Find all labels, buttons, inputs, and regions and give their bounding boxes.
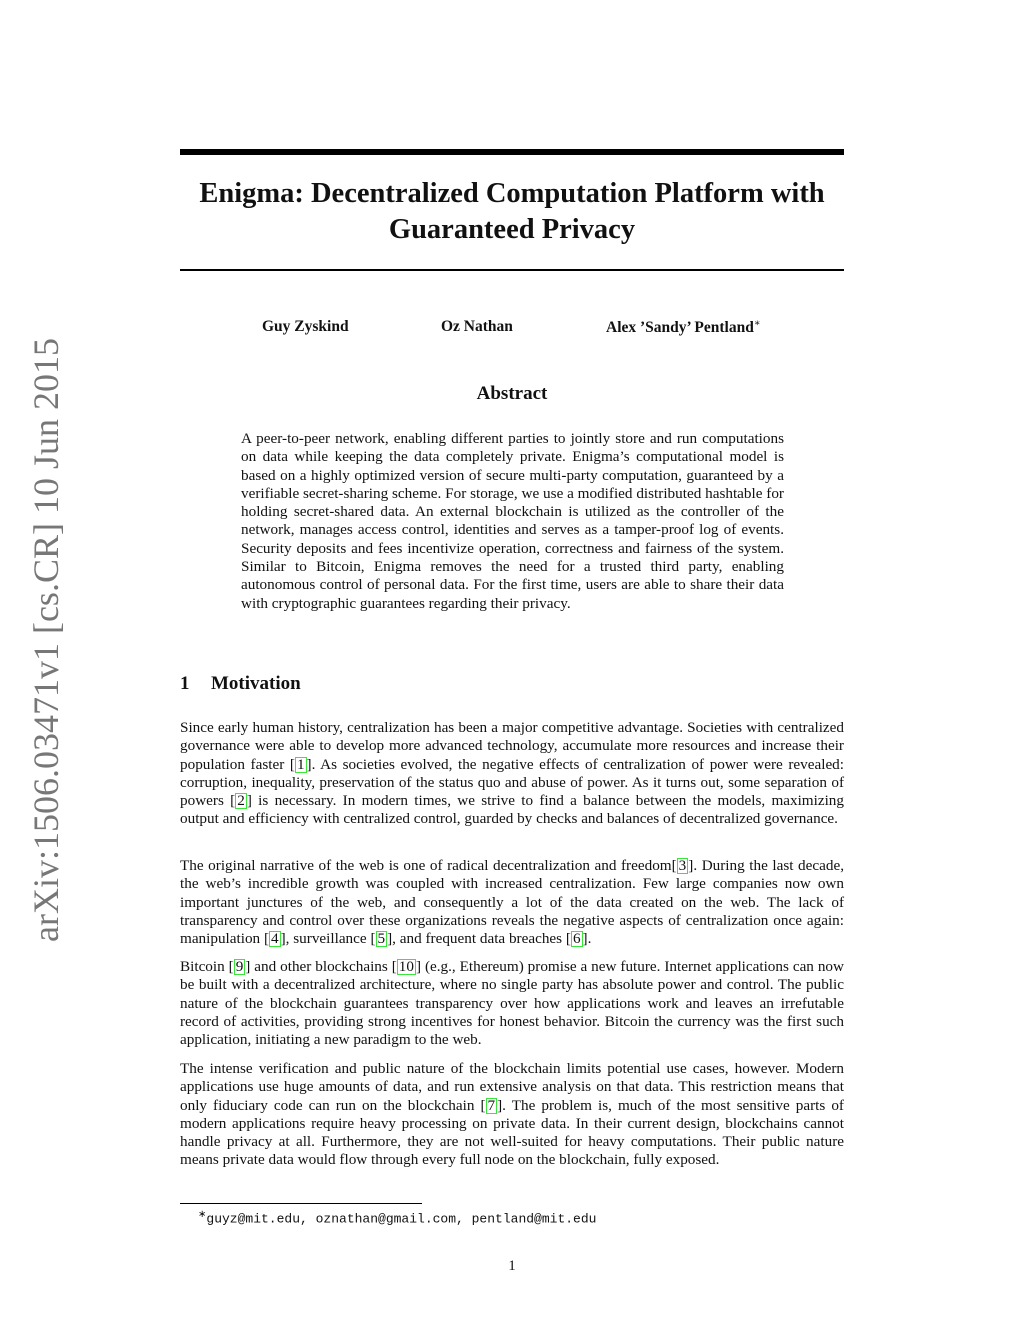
citation-link[interactable]: 3	[678, 857, 687, 874]
title-bottom-rule	[180, 269, 844, 271]
text-run: is necessary. In modern times, we strive to find a balance between the models, maximizing output and efficiency with centralized control, guarded by checks and balances of decentralized governance.	[180, 792, 844, 828]
text-run: . As societies evolved, the negative effects of centralization of power were revealed: corruption, inequality, preservation of the status quo and abuse of power. As it turns out, some separation of powers	[180, 755, 844, 810]
paragraph-3: Bitcoin [ 9 ] and other blockchains [ 10 ] (e.g., Ethereum) promise a new future. Internet applications can now be built with a decentralized architecture, where no single party has absolute power and control. The public nature of the blockchain guarantees transparency over how applications work and leaves an irrefutable record of activities, providing strong incentives for honest behavior. Bitcoin the currency was the first such application, initiating a new paradigm to the web.	[180, 958, 844, 1049]
text-run: , surveillance	[285, 930, 371, 948]
title-line-2: Guaranteed Privacy	[388, 214, 636, 245]
footnote-emails: guyz@mit.edu, oznathan@gmail.com, pentland@mit.edu	[206, 1211, 597, 1227]
author-name: Guy Zyskind	[262, 318, 349, 335]
section-heading	[180, 673, 301, 695]
text-run: and other blockchains	[250, 958, 392, 975]
footnote-mark: ∗	[753, 318, 761, 329]
text-run: Bitcoin	[180, 958, 229, 975]
citation-link[interactable]: 7	[487, 1096, 496, 1114]
title-line-1: Enigma: Decentralized Computation Platform with	[199, 178, 825, 209]
section-number: 1	[180, 673, 190, 694]
author-2	[441, 318, 513, 336]
author-name: Oz Nathan	[441, 318, 513, 335]
footnote	[198, 1209, 596, 1226]
paragraph-1: Since early human history, centralization has been a major competitive advantage. Societies with centralized governance were able to develop more advanced technology, accumulate more resources and increase their population faster [ 1 ]. As societies evolved, the negative effects of centralization of power were revealed: corruption, inequality, preservation of the status quo and abuse of power. As it turns out, some separation of powers [ 2 ] is necessary. In modern times, we strive to find a balance between the models, maximizing output and efficiency with centralized control, guarded by checks and balances of decentralized governance.	[180, 719, 844, 828]
text-run: . During the last decade, the web’s incredible growth was coupled with increased centralization. Few large companies now own important junctures of the web, and consequently a lot of the data created on the web. The lack of transparency and control over these organizations reveals the negative aspects of centralization once again: manipulation	[180, 857, 844, 948]
abstract-heading: Abstract	[476, 383, 548, 404]
author-name: Alex ’Sandy’ Pentland	[606, 319, 754, 337]
text-run: Since early human history, centralization has been a major competitive advantage. Societies with centralized governance were able to develop more advanced technology, accumulate more resources and increase their population faster	[180, 719, 844, 773]
page-number: 1	[508, 1258, 516, 1274]
text-run: . The problem is, much of the most sensitive parts of modern applications require heavy processing on private data. In their current design, blockchains cannot handle privacy at all. Furthermore, they are not well-suited for heavy computations. Their public nature means private data would flow through every full node on the blockchain, fully exposed.	[180, 1096, 844, 1169]
citation-link[interactable]: 4	[271, 930, 279, 948]
section-title: Motivation	[211, 673, 301, 694]
title-top-rule	[180, 149, 844, 155]
abstract-text: A peer-to-peer network, enabling different parties to jointly store and run computations on data while keeping the data completely private. Enigma’s computational model is based on a highly optimized version of secure multi-party computation, guaranteed by a verifiable secret-sharing scheme. For storage, we use a modified distributed hashtable for holding secret-shared data. An external blockchain is utilized as the controller of the network, manages access control, identities and serves as a tamper-proof log of events. Security deposits and fees incentivize operation, correctness and fairness of the system. Similar to Bitcoin, Enigma removes the need for a trusted third party, enabling autonomous control of personal data. For the first time, users are able to share their data with cryptographic guarantees regarding their privacy.	[241, 430, 784, 612]
citation-link[interactable]: 1	[296, 755, 305, 773]
footnote-rule	[180, 1203, 422, 1204]
citation-link[interactable]: 2	[237, 792, 245, 810]
text-run: , and frequent data breaches	[392, 930, 566, 948]
citation-link[interactable]: 5	[377, 930, 386, 948]
paragraph-2: The original narrative of the web is one of radical decentralization and freedom[ 3 ]. During the last decade, the web’s incredible growth was coupled with increased centralization. Few large companies now own important junctures of the web, and consequently a lot of the data created on the web. The lack of transparency and control over these organizations reveals the negative aspects of centralization once again: manipulation [ 4 ], surveillance [ 5 ], and frequent data breaches [ 6 ].	[180, 857, 844, 948]
author-1	[262, 318, 349, 336]
text-run: (e.g., Ethereum) promise a new future. Internet applications can now be built with a decentralized architecture, where no single party has absolute power and control. The public nature of the blockchain guarantees transparency over how applications work and leaves an irrefutable record of activities, providing strong incentives for honest behavior. Bitcoin the currency was the first such application, initiating a new paradigm to the web.	[180, 958, 844, 1049]
arxiv-identifier: arXiv:1506.03471v1 [cs.CR] 10 Jun 2015	[26, 338, 66, 942]
citation-link[interactable]: 9	[235, 958, 244, 975]
citation-link[interactable]: 10	[398, 958, 414, 975]
paper-title	[180, 176, 844, 248]
footnote-mark: ∗	[198, 1209, 207, 1220]
paragraph-4: The intense verification and public nature of the blockchain limits potential use cases, however. Modern applications use huge amounts of data, and run extensive analysis on that data. This restriction means that only fiduciary code can run on the blockchain [ 7 ]. The problem is, much of the most sensitive parts of modern applications require heavy processing on private data. In their current design, blockchains cannot handle privacy at all. Furthermore, they are not well-suited for heavy computations. Their public nature means private data would flow through every full node on the blockchain, fully exposed.	[180, 1060, 844, 1169]
author-3	[606, 318, 761, 337]
text-run: The intense verification and public nature of the blockchain limits potential use cases, however. Modern applications use huge amounts of data, and run extensive analysis on that data. This restriction means that only fiduciary code can run on the blockchain	[180, 1060, 844, 1114]
text-run: .	[587, 930, 592, 948]
citation-link[interactable]: 6	[572, 930, 581, 948]
text-run: The original narrative of the web is one of radical decentralization and freedom	[180, 857, 672, 874]
